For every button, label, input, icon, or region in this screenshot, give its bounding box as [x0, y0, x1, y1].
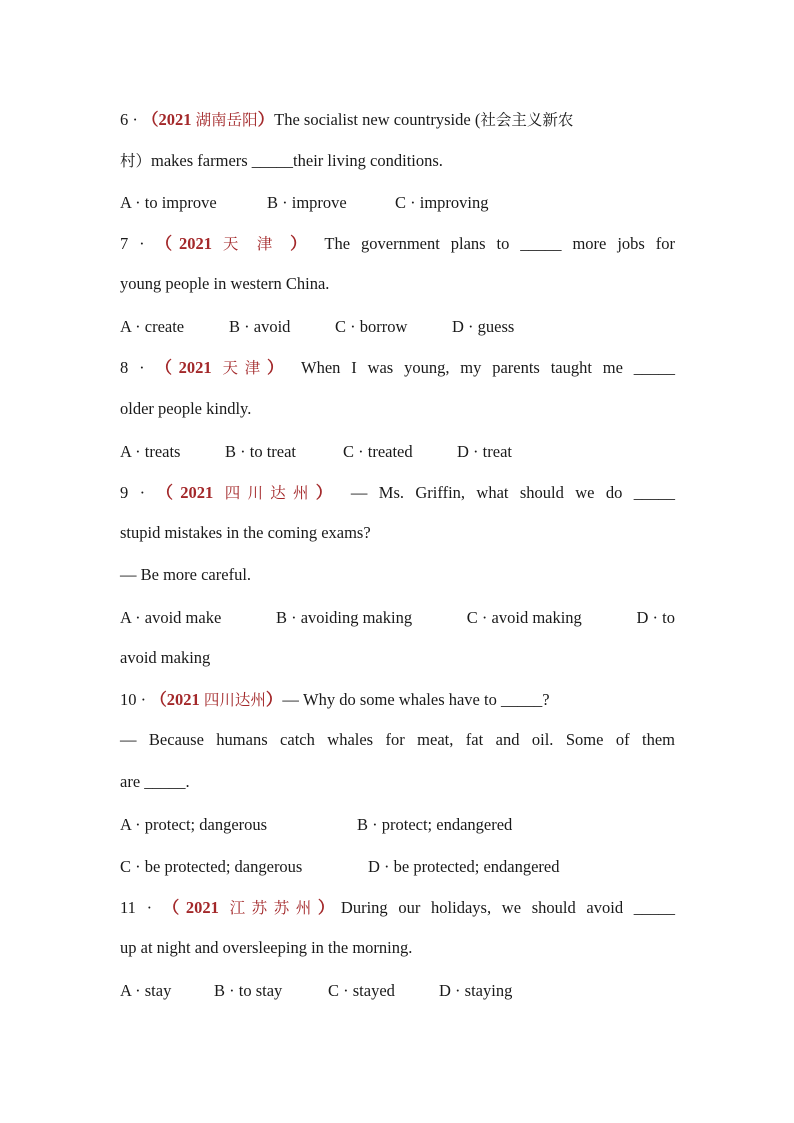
question-8-stem — [120, 358, 675, 378]
option-d[interactable]: D · treat — [457, 442, 512, 461]
question-11 — [120, 898, 675, 1001]
question-source: （2021 天 津 ） — [155, 234, 314, 253]
question-10-stem-cont2: are _____. — [120, 772, 190, 791]
question-6-options — [120, 193, 675, 213]
question-10-stem-cont: — Because humans catch whales for meat, fat and oil. Some of them — [120, 730, 675, 749]
option-d[interactable]: D · to — [636, 608, 676, 627]
option-b[interactable]: B · avoid — [229, 317, 291, 336]
option-a[interactable]: A · to improve — [120, 193, 217, 212]
question-10-options-row2 — [120, 857, 675, 877]
option-d[interactable]: D · be protected; endangered — [368, 857, 560, 876]
question-6-stem-cont: 村）makes farmers _____their living conditions. — [120, 151, 443, 170]
worksheet — [120, 104, 675, 1001]
question-number: 9 · — [120, 483, 146, 502]
question-11-stem-cont: up at night and oversleeping in the morning. — [120, 938, 413, 957]
question-text: — Ms. Griffin, what should we do _____ — [350, 483, 676, 502]
option-d[interactable]: D · guess — [452, 317, 515, 336]
question-source: （2021 四川达州） — [150, 690, 283, 709]
question-source: （2021 江苏苏州） — [162, 898, 341, 917]
option-c[interactable]: C · be protected; dangerous — [120, 857, 303, 876]
option-b[interactable]: B · protect; endangered — [357, 815, 513, 834]
option-b[interactable]: B · avoiding making — [275, 608, 413, 627]
question-6 — [120, 110, 675, 213]
question-11-options — [120, 981, 675, 1001]
question-text: — Why do some whales have to _____? — [282, 690, 550, 709]
option-c[interactable]: C · improving — [395, 193, 489, 212]
question-10-options-row1 — [120, 815, 675, 835]
question-9 — [120, 483, 675, 668]
question-source: （2021 四川达州） — [156, 483, 340, 502]
option-c[interactable]: C · avoid making — [466, 608, 582, 627]
option-b[interactable]: B · to treat — [225, 442, 297, 461]
question-source: （2021 湖南岳阳） — [142, 110, 275, 129]
option-d[interactable]: D · staying — [439, 981, 513, 1000]
question-7 — [120, 234, 675, 337]
option-a[interactable]: A · stay — [120, 981, 172, 1000]
question-number: 6 · — [120, 110, 138, 129]
option-a[interactable]: A · treats — [120, 442, 181, 461]
option-a[interactable]: A · create — [120, 317, 185, 336]
question-number: 10 · — [120, 690, 147, 709]
question-text: The socialist new countryside ( — [274, 110, 481, 129]
question-9-options — [120, 608, 675, 628]
question-7-options — [120, 317, 675, 337]
question-9-stem-cont: stupid mistakes in the coming exams? — [120, 523, 371, 542]
question-10 — [120, 690, 675, 877]
question-7-stem — [120, 234, 675, 254]
question-9-stem — [120, 483, 675, 503]
question-8 — [120, 358, 675, 462]
question-9-option-wrap: avoid making — [120, 648, 211, 667]
question-text-cn: 社会主义新农 — [480, 111, 574, 129]
option-c[interactable]: C · borrow — [335, 317, 408, 336]
question-8-options — [120, 442, 675, 462]
question-text: During our holidays, we should avoid _____ — [340, 898, 676, 917]
question-9-reply: — Be more careful. — [120, 565, 252, 584]
question-number: 11 · — [120, 898, 153, 917]
question-text: When I was young, my parents taught me _____ — [301, 358, 676, 377]
question-source: （2021 天津） — [155, 358, 291, 377]
question-6-stem — [120, 110, 675, 130]
question-11-stem — [120, 898, 675, 918]
question-7-stem-cont: young people in western China. — [120, 274, 330, 293]
option-b[interactable]: B · to stay — [214, 981, 283, 1000]
option-a[interactable]: A · avoid make — [120, 608, 222, 627]
option-c[interactable]: C · treated — [343, 442, 413, 461]
option-a[interactable]: A · protect; dangerous — [120, 815, 268, 834]
question-number: 7 · — [120, 234, 145, 253]
question-text: The government plans to _____ more jobs for — [324, 234, 675, 253]
question-number: 8 · — [120, 358, 145, 377]
question-8-stem-cont: older people kindly. — [120, 399, 252, 418]
option-c[interactable]: C · stayed — [328, 981, 395, 1000]
question-10-stem — [120, 690, 675, 710]
option-b[interactable]: B · improve — [267, 193, 347, 212]
